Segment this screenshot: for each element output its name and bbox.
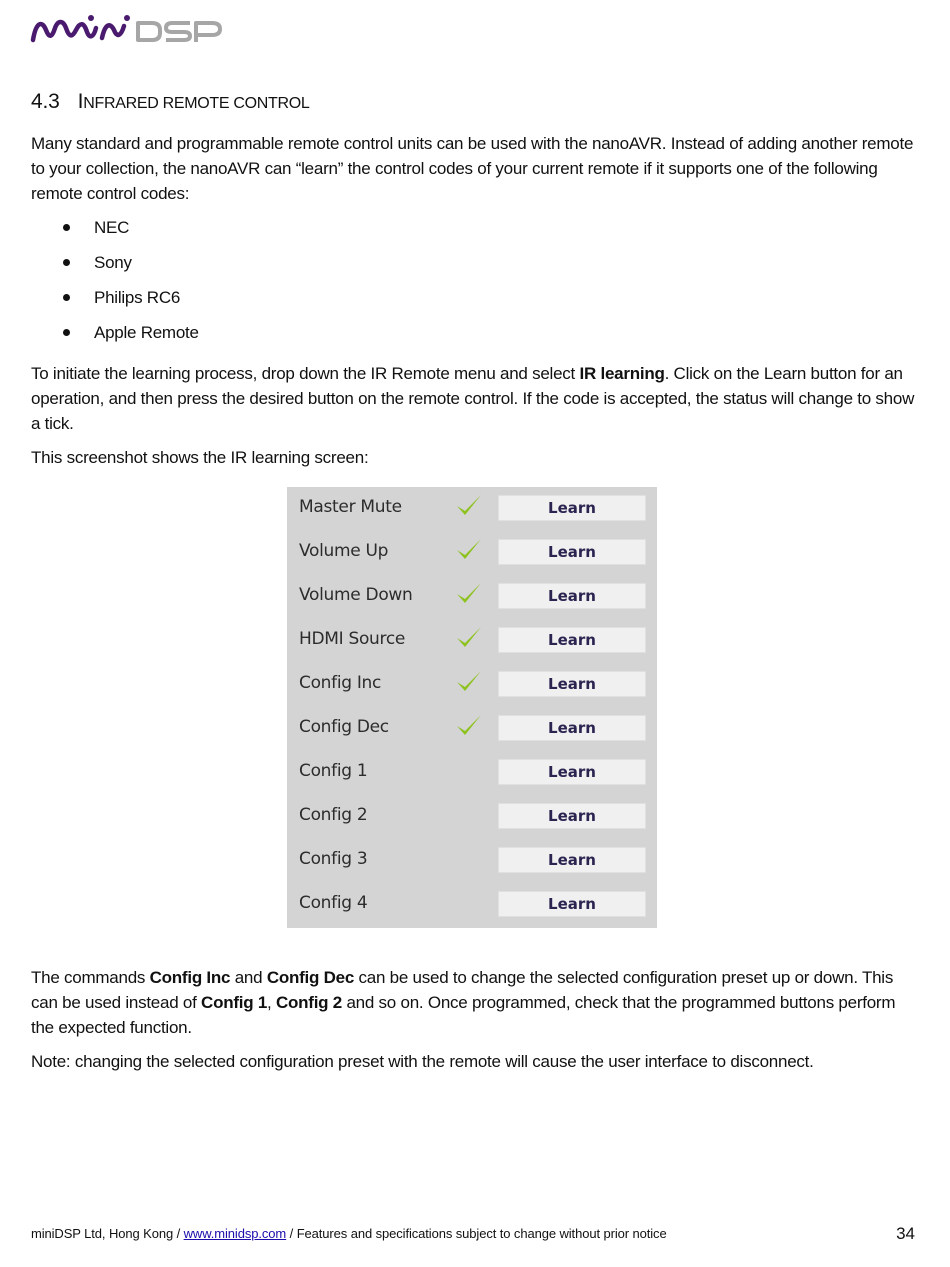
section-title-initial: I <box>77 90 84 113</box>
list-item: Sony <box>31 250 921 285</box>
commands-text: , <box>267 993 276 1012</box>
ir-row-label: Config Dec <box>299 717 389 737</box>
list-item: Apple Remote <box>31 320 921 355</box>
config-inc-term: Config Inc <box>149 968 231 987</box>
ir-row <box>287 795 657 839</box>
ir-row <box>287 531 657 575</box>
learn-button[interactable]: Learn <box>498 539 646 565</box>
intro-paragraph: Many standard and programmable remote control units can be used with the nanoAVR. Instead of adding another remote to your collection, the nanoAVR can “learn” the control codes of your current remote if it supports one of the following remote control codes: <box>31 134 914 203</box>
learn-button[interactable]: Learn <box>498 891 646 917</box>
ir-row-label: Volume Up <box>299 541 389 561</box>
website-link[interactable]: www.minidsp.com <box>183 1226 287 1241</box>
section-body <box>31 131 921 479</box>
instructions-text-cont: . Click on the Learn button for an operation, and then press the desired button on the remote control. If the code is accepted, the status will change to show a tick. <box>31 364 915 433</box>
checkmark-icon <box>455 669 483 695</box>
ir-row-label: Config 2 <box>299 805 368 825</box>
learn-button[interactable]: Learn <box>498 495 646 521</box>
ir-row-label: Config Inc <box>299 673 382 693</box>
minidsp-logo <box>30 10 222 46</box>
ir-row <box>287 619 657 663</box>
ir-row-label: Master Mute <box>299 497 402 517</box>
learn-button[interactable]: Learn <box>498 671 646 697</box>
config-1-term: Config 1 <box>201 993 268 1012</box>
ir-row <box>287 839 657 883</box>
commands-text: can be used to change the selected configuration preset up or down. This can be used instead of <box>31 968 894 1012</box>
config-2-term: Config 2 <box>276 993 342 1012</box>
learn-button[interactable]: Learn <box>498 715 646 741</box>
learn-button[interactable]: Learn <box>498 759 646 785</box>
learn-button[interactable]: Learn <box>498 583 646 609</box>
list-item: Philips RC6 <box>31 285 921 320</box>
remote-codes-list <box>31 215 921 355</box>
ir-row-label: Config 3 <box>299 849 368 869</box>
ir-row-label: HDMI Source <box>299 629 406 649</box>
checkmark-icon <box>455 581 483 607</box>
ir-learning-panel <box>287 487 657 928</box>
footer-company: miniDSP Ltd, Hong Kong / <box>31 1226 184 1241</box>
checkmark-icon <box>455 713 483 739</box>
learn-button[interactable]: Learn <box>498 847 646 873</box>
commands-text: The commands <box>31 968 150 987</box>
commands-paragraph <box>31 965 921 1040</box>
section-title-rest: NFRARED REMOTE CONTROL <box>83 95 310 112</box>
page-number: 34 <box>896 1224 915 1243</box>
note-paragraph: Note: changing the selected configuration preset with the remote will cause the user interface to disconnect. <box>31 1052 814 1071</box>
ir-row <box>287 883 657 927</box>
ir-row-label: Config 4 <box>299 893 368 913</box>
section-body-continued <box>31 965 921 1083</box>
ir-row <box>287 663 657 707</box>
ir-row-label: Volume Down <box>299 585 413 605</box>
ir-row <box>287 751 657 795</box>
list-item: NEC <box>31 215 921 250</box>
commands-text: and <box>230 968 267 987</box>
ir-row <box>287 575 657 619</box>
page-footer <box>31 1226 921 1241</box>
ir-row <box>287 707 657 751</box>
learn-button[interactable]: Learn <box>498 627 646 653</box>
ir-learning-term: IR learning <box>579 364 665 383</box>
learn-button[interactable]: Learn <box>498 803 646 829</box>
commands-text: and so on. Once programmed, check that the programmed buttons perform the expected function. <box>31 993 896 1037</box>
ir-row <box>287 487 657 531</box>
footer-notice: / Features and specifications subject to change without prior notice <box>286 1226 667 1241</box>
section-number: 4.3 <box>31 90 60 113</box>
instructions-paragraph <box>31 361 921 436</box>
checkmark-icon <box>455 537 483 563</box>
checkmark-icon <box>455 625 483 651</box>
instructions-text: To initiate the learning process, drop down the IR Remote menu and select <box>31 364 580 383</box>
section-heading <box>31 90 310 114</box>
screenshot-caption: This screenshot shows the IR learning screen: <box>31 448 369 467</box>
config-dec-term: Config Dec <box>266 968 355 987</box>
ir-row-label: Config 1 <box>299 761 368 781</box>
checkmark-icon <box>455 493 483 519</box>
